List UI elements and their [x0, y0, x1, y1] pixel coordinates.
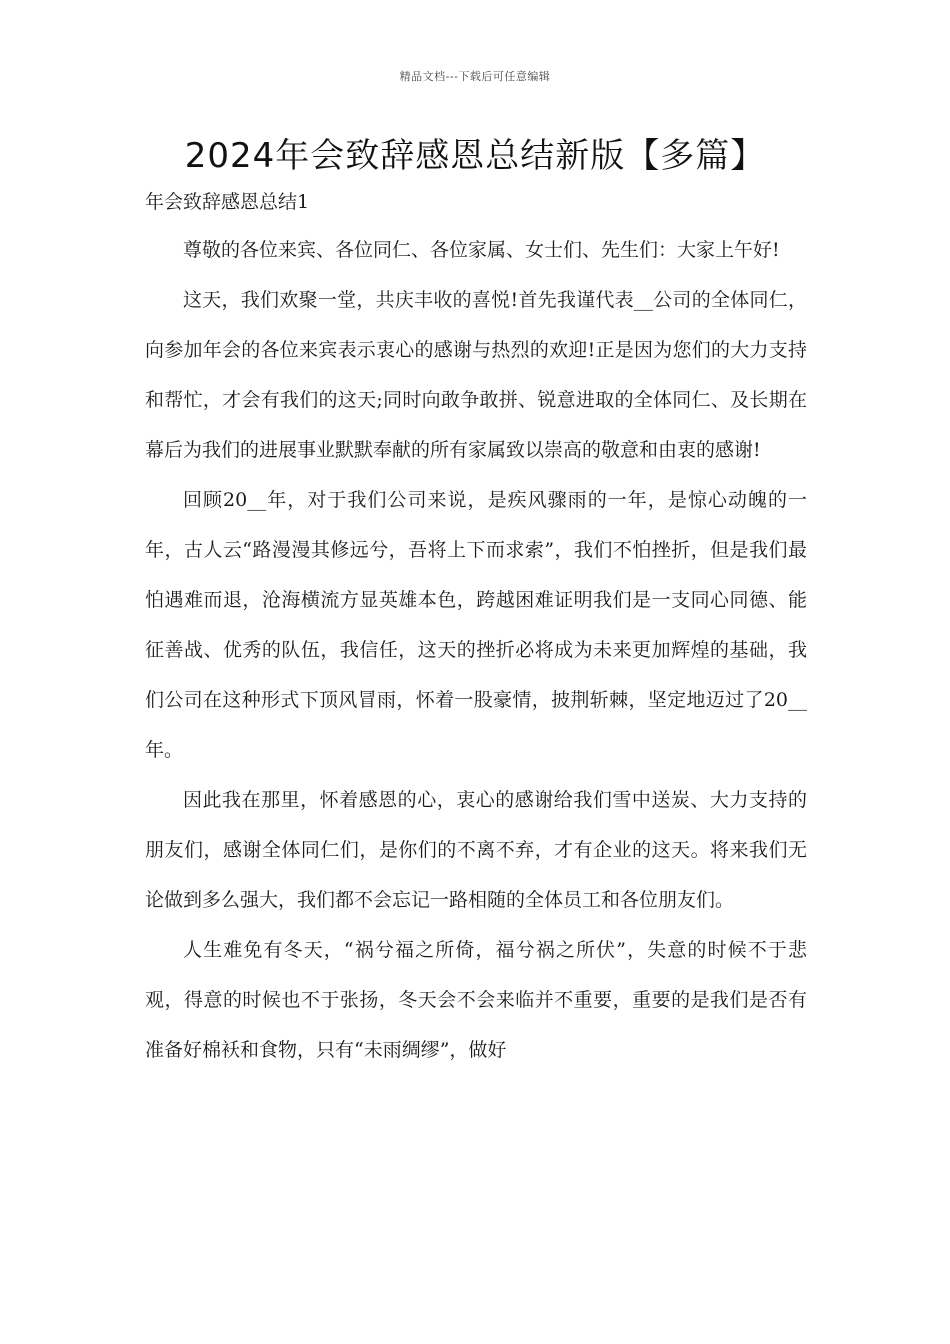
paragraph-review: 回顾20__年，对于我们公司来说，是疾风骤雨的一年，是惊心动魄的一年，古人云“路漫漫其修远兮，吾将上下而求索”，我们不怕挫折，但是我们最怕遇难而退，沧海横流方显英雄本色，跨越困难证明我们是一支同心同德、能征善战、优秀的队伍，我信任，这天的挫折必将成为未来更加辉煌的基础，我们公司在这种形式下顶风冒雨，怀着一股豪情，披荆斩棘，坚定地迈过了20__年。 — [145, 489, 807, 761]
document-title: 2024年会致辞感恩总结新版【多篇】 — [184, 136, 766, 176]
paragraph-welcome: 这天，我们欢聚一堂，共庆丰收的喜悦!首先我谨代表__公司的全体同仁，向参加年会的各位来宾表示衷心的感谢与热烈的欢迎!正是因为您们的大力支持和帮忙，才会有我们的这天;同时向敢争敢拼、锐意进取的全体同仁、及长期在幕后为我们的进展事业默默奉献的所有家属致以崇高的敬意和由衷的感谢! — [145, 289, 807, 461]
paragraph-greeting: 尊敬的各位来宾、各位同仁、各位家属、女士们、先生们：大家上午好! — [183, 239, 780, 261]
document-body — [145, 225, 807, 1075]
paragraph-winter: 人生难免有冬天，“祸兮福之所倚，福兮祸之所伏”，失意的时候不于悲观，得意的时候也不于张扬，冬天会不会来临并不重要，重要的是我们是否有准备好棉袄和食物，只有“未雨绸缪”，做好 — [145, 939, 807, 1061]
header-note: 精品文档---下载后可任意编辑 — [399, 70, 551, 83]
paragraph-gratitude: 因此我在那里，怀着感恩的心，衷心的感谢给我们雪中送炭、大力支持的朋友们，感谢全体同仁们，是你们的不离不弃，才有企业的这天。将来我们无论做到多么强大，我们都不会忘记一路相随的全体员工和各位朋友们。 — [145, 789, 807, 911]
section-heading: 年会致辞感恩总结1 — [145, 191, 310, 213]
